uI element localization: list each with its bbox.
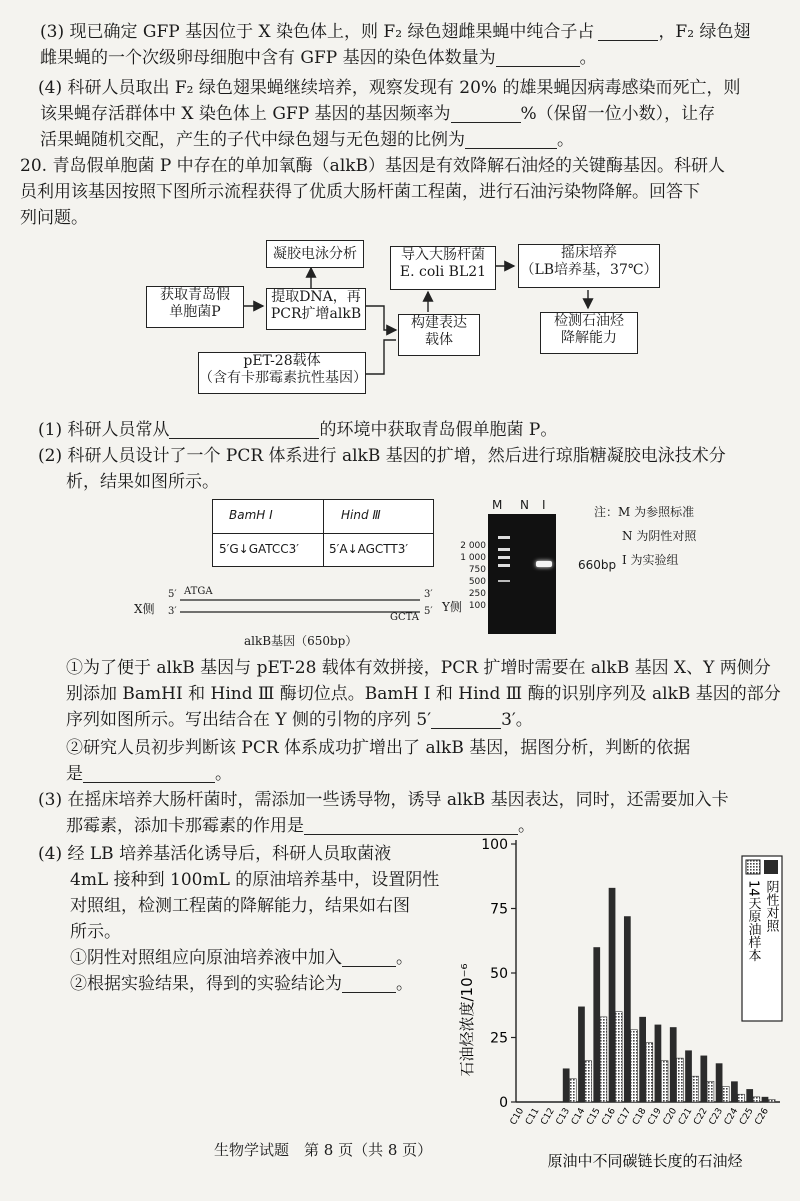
bar-sample-14d <box>707 1081 714 1102</box>
x-tick-label: C19 <box>646 1106 664 1127</box>
s4-line4: 所示。 <box>70 922 121 942</box>
x-tick-label: C10 <box>508 1106 527 1127</box>
bar-negative-control <box>563 1068 570 1102</box>
flow-construct-vector: 构建表达 载体 <box>398 314 480 356</box>
bar-negative-control <box>670 1027 677 1102</box>
q20-line2: 员利用该基因按照下图所示流程获得了优质大肠杆菌工程菌，进行石油污染物降解。回答下 <box>20 182 700 202</box>
s4-line1: (4) 经 LB 培养基活化诱导后，科研人员取菌液 <box>38 844 392 864</box>
flow-import-ecoli: 导入大肠杆菌 E. coli BL21 <box>390 246 496 290</box>
bamhi-label: BamH Ⅰ <box>229 508 273 522</box>
chart-xlabel: 原油中不同碳链长度的石油烃 <box>547 1152 743 1170</box>
q20-line3: 列问题。 <box>20 208 88 228</box>
marker-band <box>498 564 510 567</box>
bar-negative-control <box>655 1025 662 1102</box>
q3-line1: (3) 现已确定 GFP 基因位于 X 染色体上，则 F₂ 绿色翅雌果蝇中纯合子占 ，F₂ 绿色翅 <box>40 22 751 42</box>
flow-shake-culture: 摇床培养 （LB培养基，37℃） <box>518 244 660 288</box>
sub1-line2: 别添加 BamHI 和 Hind Ⅲ 酶切位点。BamH Ⅰ 和 Hind Ⅲ 酶的识别序列及 alkB 基因的部分 <box>66 684 781 704</box>
bar-sample-14d <box>631 1030 638 1102</box>
s3-line2: 那霉素，添加卡那霉素的作用是 。 <box>66 816 535 836</box>
bar-negative-control <box>700 1056 707 1102</box>
bar-negative-control <box>731 1081 738 1102</box>
bar-negative-control <box>639 1017 646 1102</box>
bar-sample-14d <box>570 1079 577 1102</box>
gel-figure <box>456 498 568 638</box>
bamhi-sequence: 5′G↓GATCC3′ <box>219 542 300 556</box>
s4-line2: 4mL 接种到 100mL 的原油培养基中，设置阴性 <box>70 870 440 890</box>
alkb-gene-diagram <box>134 586 478 656</box>
bar-sample-14d <box>768 1099 775 1102</box>
x-tick-label: C11 <box>524 1106 542 1127</box>
marker-scale: 2 000 1 000 750 500 250 100 <box>460 541 486 611</box>
flow-extract-pcr: 提取DNA，再 PCR扩增alkB <box>266 288 366 330</box>
bar-sample-14d <box>753 1097 760 1102</box>
q4-line1: (4) 科研人员取出 F₂ 绿色翅果蝇继续培养，观察发现有 20% 的雄果蝇因病毒感染而死亡，则 <box>38 78 741 98</box>
s4-line3: 对照组，检测工程菌的降解能力，结果如右图 <box>70 896 410 916</box>
q4-line2: 该果蝇存活群体中 X 染色体上 GFP 基因的基因频率为 %（保留一位小数），让存 <box>40 104 716 124</box>
flow-obtain-strain: 获取青岛假 单胞菌P <box>146 286 244 328</box>
bar-negative-control <box>624 916 631 1102</box>
bar-negative-control <box>716 1063 723 1102</box>
x-tick-label: C14 <box>569 1106 588 1127</box>
primer-blank[interactable] <box>431 710 501 729</box>
y-tick-label: 100 <box>481 837 508 853</box>
bottom-sequence: GCTA <box>390 612 419 623</box>
bar-sample-14d <box>615 1012 622 1102</box>
bar-sample-14d <box>585 1061 592 1102</box>
y-tick-label: 75 <box>490 901 508 918</box>
x-tick-label: C15 <box>585 1106 603 1127</box>
s4-line6: ②根据实验结果，得到的实验结论为 。 <box>70 974 413 994</box>
y-side-label: Y侧 <box>442 600 462 614</box>
lane-i-label: I <box>542 498 546 512</box>
answer-blank[interactable] <box>83 764 215 783</box>
bar-sample-14d <box>661 1061 668 1102</box>
x-tick-label: C23 <box>707 1106 726 1127</box>
sub2-line1: ②研究人员初步判断该 PCR 体系成功扩增出了 alkB 基因，据图分析，判断的依据 <box>66 738 691 758</box>
x-tick-label: C26 <box>753 1106 771 1127</box>
legend-sample: 14天原油样本 <box>745 880 761 962</box>
chart-ylabel: 石油烃浓度/10⁻⁶ <box>458 963 476 1077</box>
bar-sample-14d <box>722 1087 729 1102</box>
y-tick-label: 50 <box>490 966 508 982</box>
q3-line2: 雌果蝇的一个次级卵母细胞中含有 GFP 基因的染色体数量为 。 <box>40 48 597 68</box>
bar-sample-14d <box>646 1043 653 1102</box>
x-tick-label: C20 <box>661 1106 680 1127</box>
gel-image <box>488 514 556 634</box>
bottom-3prime: 3′ <box>168 606 177 617</box>
bar-sample-14d <box>738 1094 745 1102</box>
hydrocarbon-bar-chart <box>450 830 800 1170</box>
experimental-band <box>536 561 552 567</box>
chart-legend <box>742 856 782 1021</box>
bar-negative-control <box>746 1089 753 1102</box>
x-tick-label: C18 <box>631 1106 649 1127</box>
bottom-5prime: 5′ <box>424 606 433 617</box>
sub1-line3: 序列如图所示。写出结合在 Y 侧的引物的序列 5′ 3′。 <box>66 710 533 730</box>
x-tick-label: C13 <box>554 1106 573 1127</box>
page-footer: 生物学试题 第 8 页（共 8 页） <box>214 1141 433 1159</box>
bar-negative-control <box>685 1050 692 1102</box>
bar-negative-control <box>593 947 600 1102</box>
x-tick-label: C24 <box>722 1106 741 1127</box>
x-tick-label: C25 <box>738 1106 756 1127</box>
marker-band <box>498 556 510 559</box>
marker-band <box>498 548 510 551</box>
top-5prime: 5′ <box>168 589 177 600</box>
x-tick-label: C12 <box>539 1106 557 1127</box>
s2-line2: 析，结果如图所示。 <box>66 472 219 492</box>
s1-line: (1) 科研人员常从 的环境中获取青岛假单胞菌 P。 <box>38 420 558 440</box>
gel-notes: 注：M 为参照标准 N 为阴性对照 I 为实验组 <box>594 505 697 567</box>
q4-line3: 活果蝇随机交配，产生的子代中绿色翅与无色翅的比例为 。 <box>40 130 574 150</box>
q20-line1: 20. 青岛假单胞菌 P 中存在的单加氧酶（alkB）基因是有效降解石油烃的关键酶基因。科研人 <box>20 156 726 176</box>
x-tick-label: C16 <box>600 1106 619 1127</box>
marker-band <box>498 536 510 539</box>
bar-sample-14d <box>677 1058 684 1102</box>
top-3prime: 3′ <box>424 589 433 600</box>
answer-blank[interactable] <box>342 974 396 993</box>
x-tick-label: C21 <box>676 1106 695 1127</box>
x-tick-label: C22 <box>692 1106 710 1127</box>
hindiii-sequence: 5′A↓AGCTT3′ <box>329 542 409 556</box>
sub1-line1: ①为了便于 alkB 基因与 pET-28 载体有效拼接，PCR 扩增时需要在 alkB 基因 X、Y 两侧分 <box>66 658 771 678</box>
lane-m-label: M <box>492 498 503 512</box>
x-tick-label: C17 <box>615 1106 634 1127</box>
s2-line1: (2) 科研人员设计了一个 PCR 体系进行 alkB 基因的扩增，然后进行琼脂糖凝胶电泳技术分 <box>38 446 726 466</box>
bar-negative-control <box>609 888 616 1102</box>
bar-negative-control <box>762 1097 769 1102</box>
answer-blank[interactable] <box>169 420 319 439</box>
gene-caption: alkB基因（650bp） <box>244 634 358 648</box>
hindiii-label: Hind Ⅲ <box>341 508 381 522</box>
sub2-line2: 是 。 <box>66 764 232 784</box>
s4-line5: ①阴性对照组应向原油培养液中加入 。 <box>70 948 413 968</box>
bar-negative-control <box>578 1007 585 1102</box>
band-size-label: 660bp <box>578 558 617 572</box>
lane-n-label: N <box>520 498 529 512</box>
enzyme-table <box>212 499 434 567</box>
y-tick-label: 25 <box>490 1030 508 1047</box>
flow-gel-analysis: 凝胶电泳分析 <box>266 240 364 268</box>
top-sequence: ATGA <box>184 586 213 597</box>
legend-negative: 阴性对照 <box>763 880 779 932</box>
flowchart-connectors <box>0 0 800 420</box>
marker-band <box>498 580 510 582</box>
y-tick-label: 0 <box>499 1095 508 1111</box>
answer-blank[interactable] <box>342 948 396 967</box>
bar-sample-14d <box>692 1076 699 1102</box>
bar-sample-14d <box>600 1017 607 1102</box>
x-side-label: X侧 <box>134 602 155 616</box>
flow-detect-degradation: 检测石油烃 降解能力 <box>540 312 638 354</box>
flow-pet28-vector: pET-28载体 （含有卡那霉素抗性基因） <box>198 352 366 394</box>
s3-line1: (3) 在摇床培养大肠杆菌时，需添加一些诱导物，诱导 alkB 基因表达，同时，还需要加入卡 <box>38 790 729 810</box>
